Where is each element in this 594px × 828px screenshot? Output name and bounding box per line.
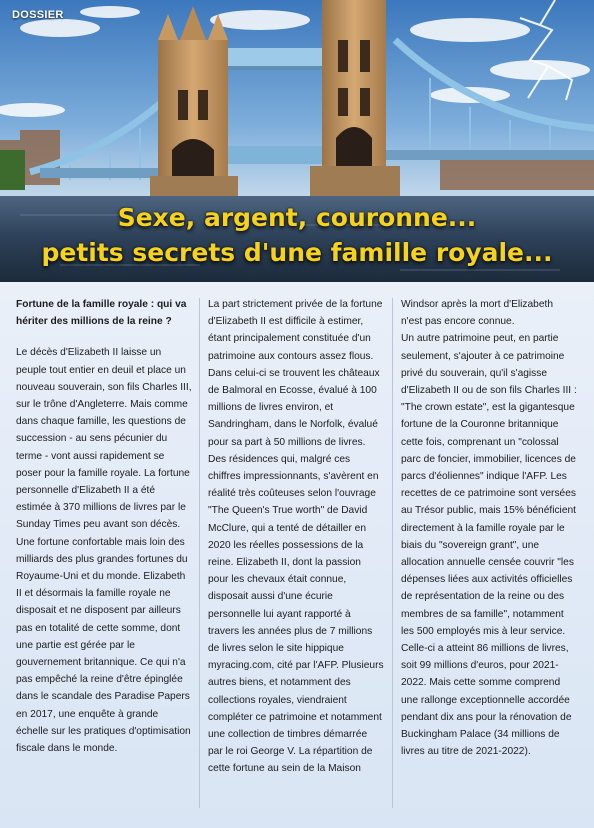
headline-line-1: Sexe, argent, couronne...: [117, 203, 477, 232]
article-lead-heading: Fortune de la famille royale : qui va hériter des millions de la reine ?: [16, 299, 187, 328]
article-column-3: [401, 296, 577, 767]
article-column-1: [16, 296, 192, 764]
headline-line-2: petits secrets d'une famille royale...: [41, 238, 553, 267]
column-divider: [392, 298, 393, 808]
hero-photo: [0, 0, 594, 282]
column-divider: [199, 298, 200, 808]
column-3-paragraph-2: Un autre patrimoine peut, en partie seulement, s'ajouter à ce patrimoine privé du souverain, qu'il s'agisse d'Elizabeth II ou de son fils Charles III : "The crown estate", est la gigantesque fortune de la Couronne britannique cette fois, comprenant un "colossal parc de foncier, immobilier, licences de parcs d'éoliennes" indique l'AFP. Les recettes de ce patrimoine sont versées au Trésor public, mais 15% bénéficient directement à la famille royale par le biais du "sovereign grant", une allocation annuelle censée couvrir "les dépenses liées aux activités officielles de représentation de la reine ou des membres de sa famille", notamment les 500 employés mis à leur service. Celle-ci a atteint 86 millions de livres, soit 99 millions d'euros, pour 2021-2022. Mais cette somme comprend une rallonge exceptionnelle accordée pendant dix ans pour la rénovation de Buckingham Palace (34 millions de livres au titre de 2021-2022).: [401, 333, 577, 758]
section-tag: DOSSIER: [12, 9, 64, 21]
column-1-body: Le décès d'Elizabeth II laisse un peuple tout entier en deuil et place un nouveau souverain, son fils Charles III, sur le trône d'Angleterre. Mais comme dans chaque famille, les questions de succession - au sens pécunier du terme - vont aussi rapidement se poser pour la famille royale. La fortune personnelle d'Elizabeth II a été estimée à 370 millions de livres par le Sunday Times peu avant son décès. Une fortune confortable mais loin des milliards des plus grandes fortunes du Royaume-Uni et du monde. Elizabeth II et désormais la famille royale ne disposait et ne disposent par ailleurs pas en totalité de cette somme, dont une partie est gérée par le gouvernement britannique. Ce qui n'a pas empêché la reine d'être épinglée dans le scandale des Paradise Papers en 2017, une enquête à grande échelle sur les pratiques d'optimisation fiscale dans le monde.: [16, 347, 192, 755]
column-3-paragraph-1: Windsor après la mort d'Elizabeth n'est pas encore connue.: [401, 299, 553, 328]
article-column-2: [208, 296, 384, 785]
column-2-body: La part strictement privée de la fortune d'Elizabeth II est difficile à estimer, étant principalement constituée d'un patrimoine aux contours assez flous. Dans celui-ci se trouvent les châteaux de Balmoral en Ecosse, évalué à 100 millions de livres environ, et Sandringham, dans le Norfolk, évalué pour sa part à 50 millions de livres. Des résidences qui, malgré ces chiffres impressionnants, s'avèrent en réalité très coûteuses selon l'ouvrage "The Queen's True worth" de David McClure, qui a tenté de détailler en 2020 les réelles possessions de la reine. Elizabeth II, dont la passion pour les chevaux était connue, disposait aussi d'une écurie personnelle lui ayant rapporté à travers les années plus de 7 millions de livres selon le site hippique myracing.com, cité par l'AFP. Plusieurs autres biens, et notamment des collections royales, viendraient compléter ce patrimoine et notamment une collection de timbres démarrée par le roi George V. La répartition de cette fortune au sein de la Maison: [208, 299, 384, 775]
